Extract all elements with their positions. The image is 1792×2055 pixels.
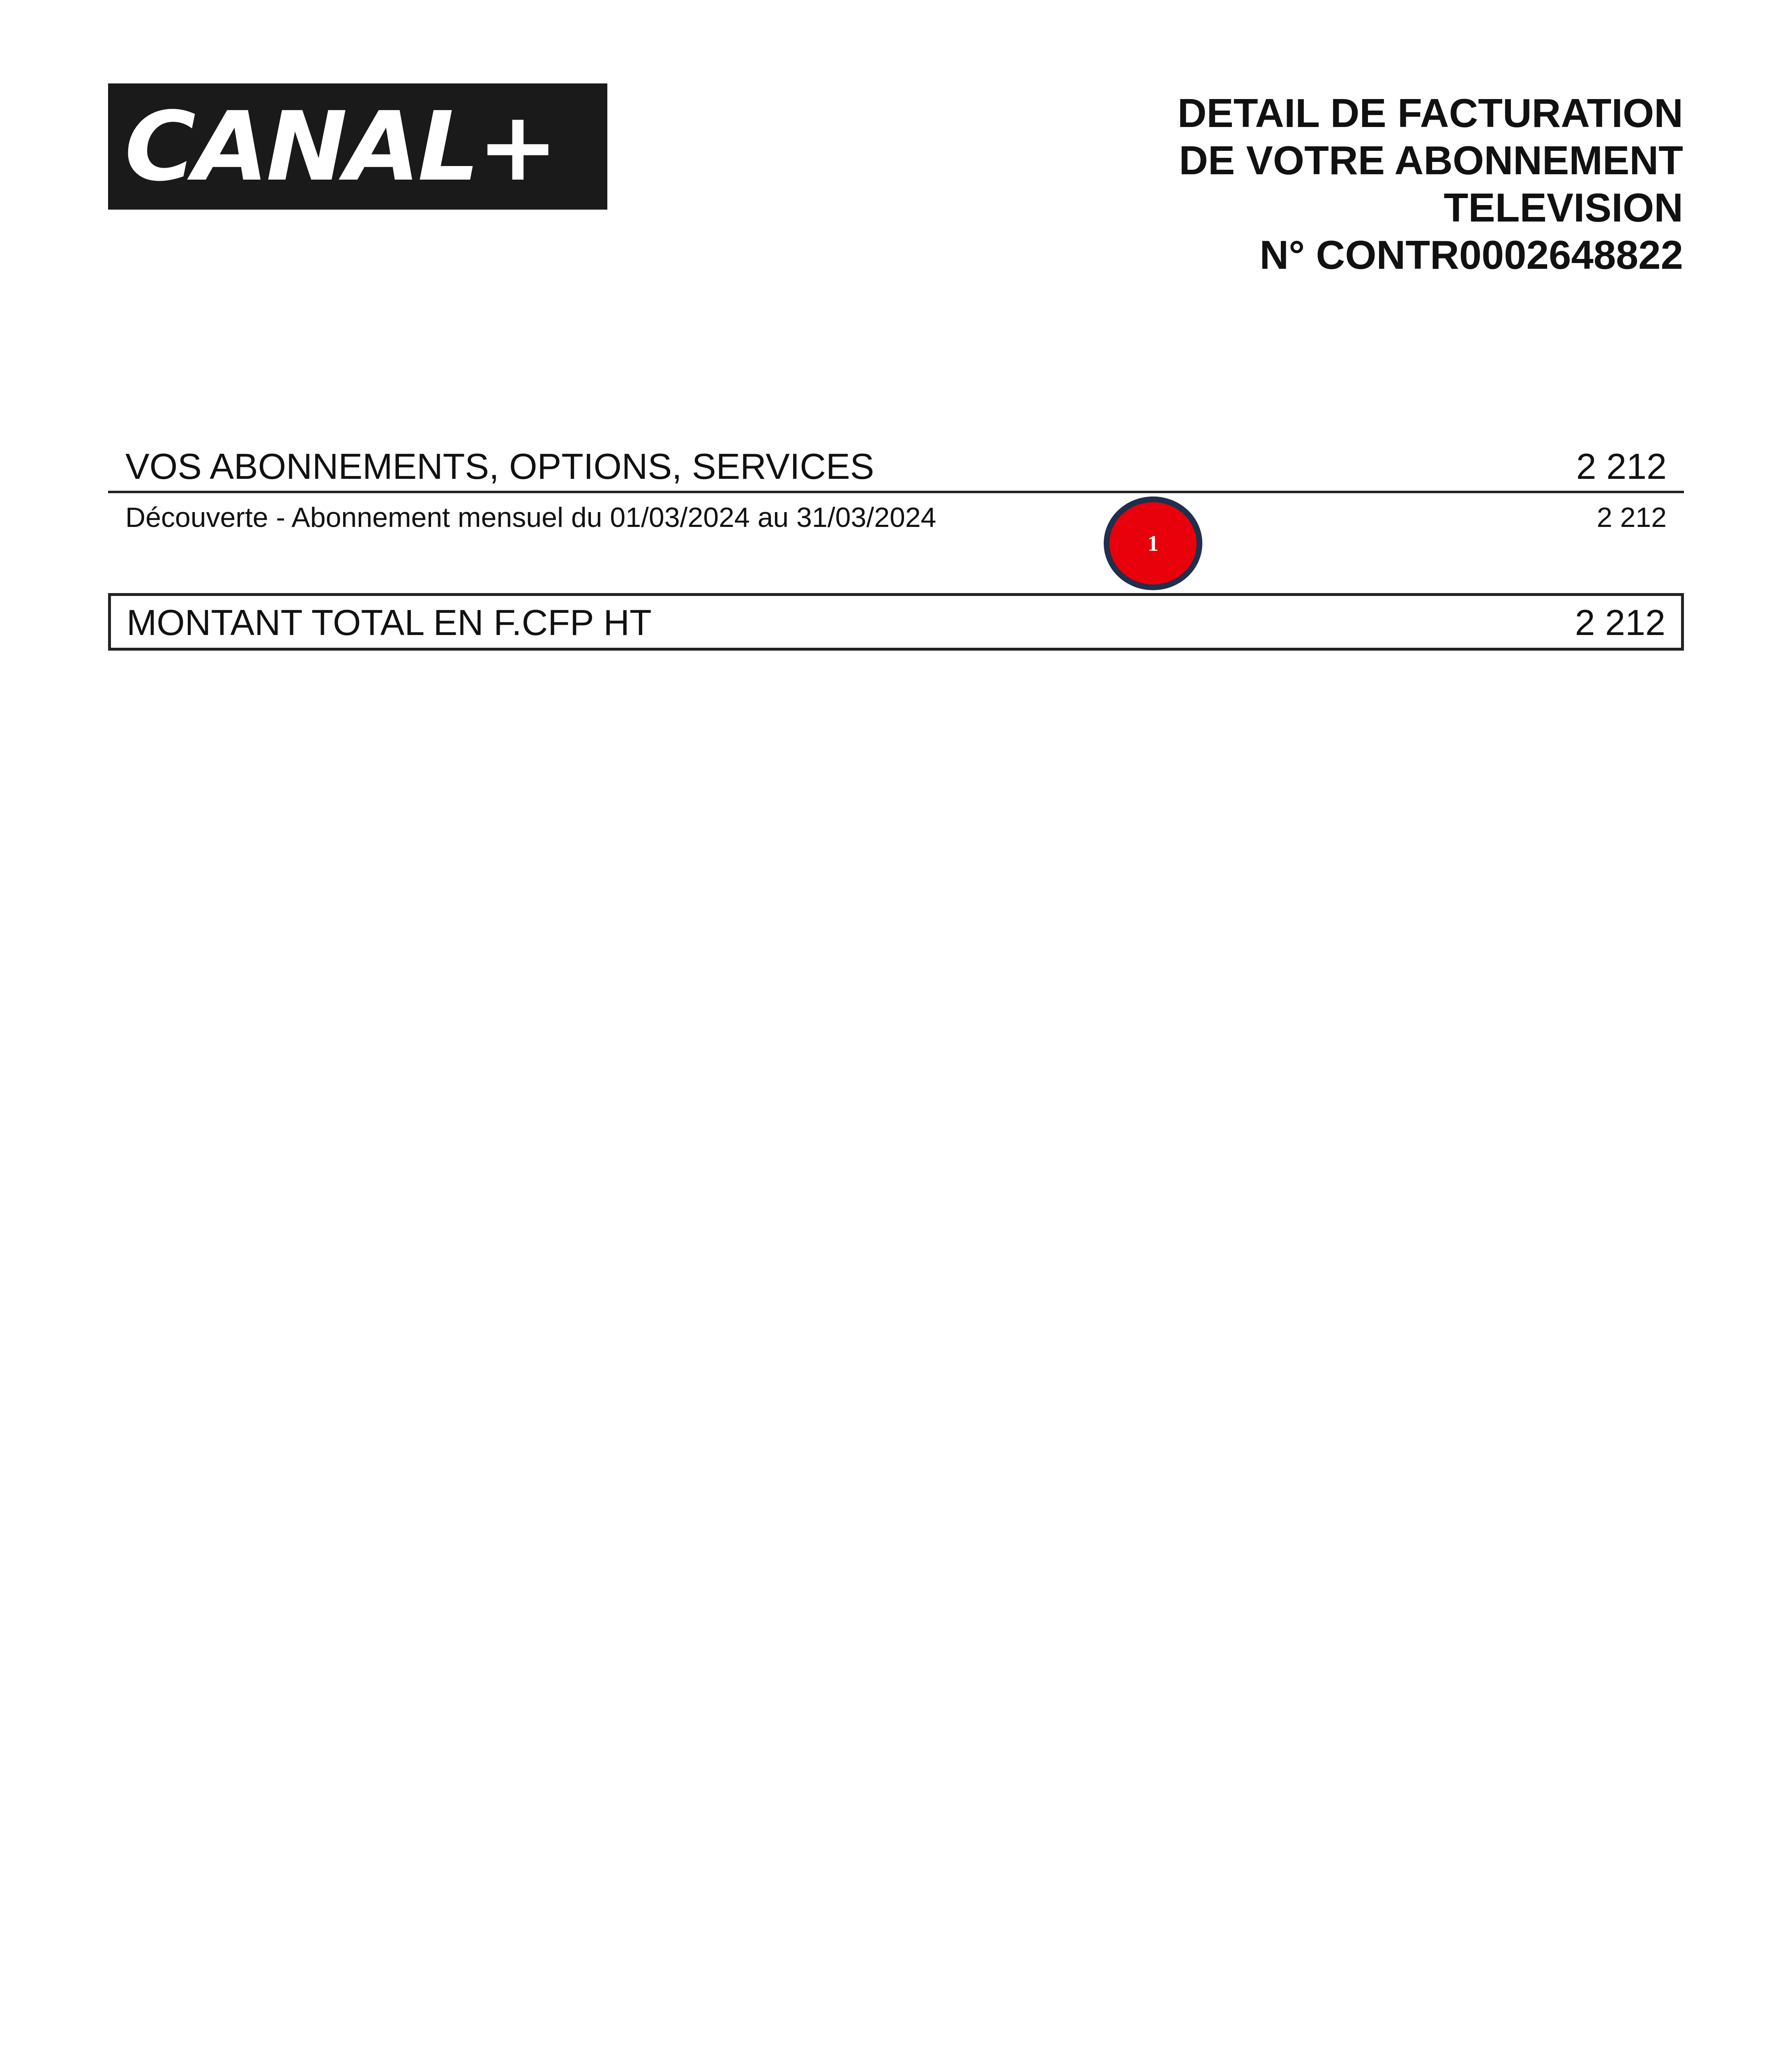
total-amount: 2 212 <box>1575 602 1665 643</box>
title-line-1: DETAIL DE FACTURATION <box>1177 90 1683 136</box>
canal-plus-logo <box>108 83 607 210</box>
title-line-2: DE VOTRE ABONNEMENT <box>1179 138 1683 183</box>
total-label: MONTANT TOTAL EN F.CFP HT <box>127 602 652 643</box>
contract-number: N° CONTR0002648822 <box>1259 232 1683 277</box>
logo-text: CANAL+ <box>125 91 556 202</box>
subscriptions-section-header <box>108 440 1684 493</box>
section-label: VOS ABONNEMENTS, OPTIONS, SERVICES <box>125 446 874 487</box>
line-item-description: Découverte - Abonnement mensuel du 01/03/2024 au 31/03/2024 <box>125 502 936 533</box>
section-amount: 2 212 <box>1576 446 1667 487</box>
document-title <box>985 90 1683 279</box>
total-amount-box <box>108 593 1684 651</box>
annotation-marker <box>1104 496 1202 590</box>
line-item-amount: 2 212 <box>1596 502 1667 533</box>
title-line-3: TELEVISION <box>1444 185 1683 230</box>
annotation-marker-label: 1 <box>1147 531 1159 556</box>
line-item <box>108 497 1684 538</box>
